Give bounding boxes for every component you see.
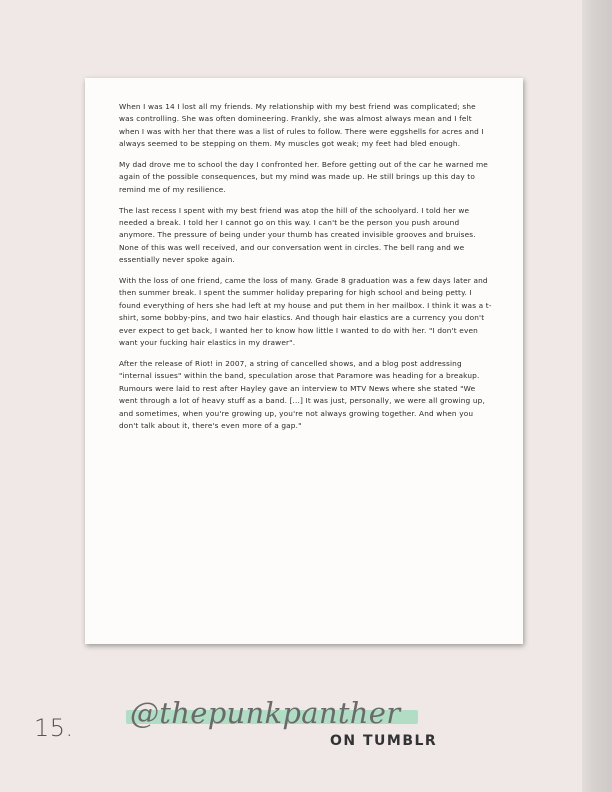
- story-text: [119, 101, 493, 441]
- page-edge-shadow: [582, 0, 612, 792]
- paragraph-1: When I was 14 I lost all my friends. My relationship with my best friend was complicated; she was controlling. She was often domineering. Frankly, she was almost always mean and I felt when I was with her that there was a list of rules to follow. There were eggshells for acres and I always seemed to be stepping on them. My muscles got weak; my feet had bled enough.: [119, 102, 484, 149]
- platform-label: ON TUMBLR: [330, 733, 438, 749]
- paragraph-3: The last recess I spent with my best friend was atop the hill of the schoolyard. I told her we needed a break. I told her I cannot go on this way. I can't be the person you push around anymore. The pressure of being under your thumb has created invisible grooves and bruises. None of this was well received, and our conversation went in circles. The bell rang and we essentially never spoke again.: [119, 205, 476, 265]
- text-card: [85, 78, 523, 644]
- tumblr-handle-block: [118, 698, 438, 758]
- page-number: 15.: [34, 714, 74, 742]
- paragraph-4: With the loss of one friend, came the loss of many. Grade 8 graduation was a few days later and then summer break. I spent the summer holiday preparing for high school and being petty. I found everything of hers she had left at my house and put them in her mailbox. I think it was a t-shirt, some bobby-pins, and two hair elastics. And though hair elastics are a currency you don't ever expect to get back, I wanted her to know how little I wanted to do with her. "I don't even want your fucking hair elastics in my drawer".: [119, 276, 492, 348]
- tumblr-handle: @thepunkpanther: [130, 696, 401, 730]
- paragraph-5: After the release of Riot! in 2007, a string of cancelled shows, and a blog post addressing "internal issues" within the band, speculation arose that Paramore was heading for a breakup. Rumours were laid to rest after Hayley gave an interview to MTV News where she stated "We went through a lot of heavy stuff as a band. [...] It was just, personally, we were all growing up, and sometimes, when you're growing up, you're not always growing together. And when you don't talk about it, there's even more of a gap.": [119, 358, 485, 430]
- paragraph-2: My dad drove me to school the day I confronted her. Before getting out of the car he warned me again of the possible consequences, but my mind was made up. He still brings up this day to remind me of my resilience.: [119, 160, 488, 194]
